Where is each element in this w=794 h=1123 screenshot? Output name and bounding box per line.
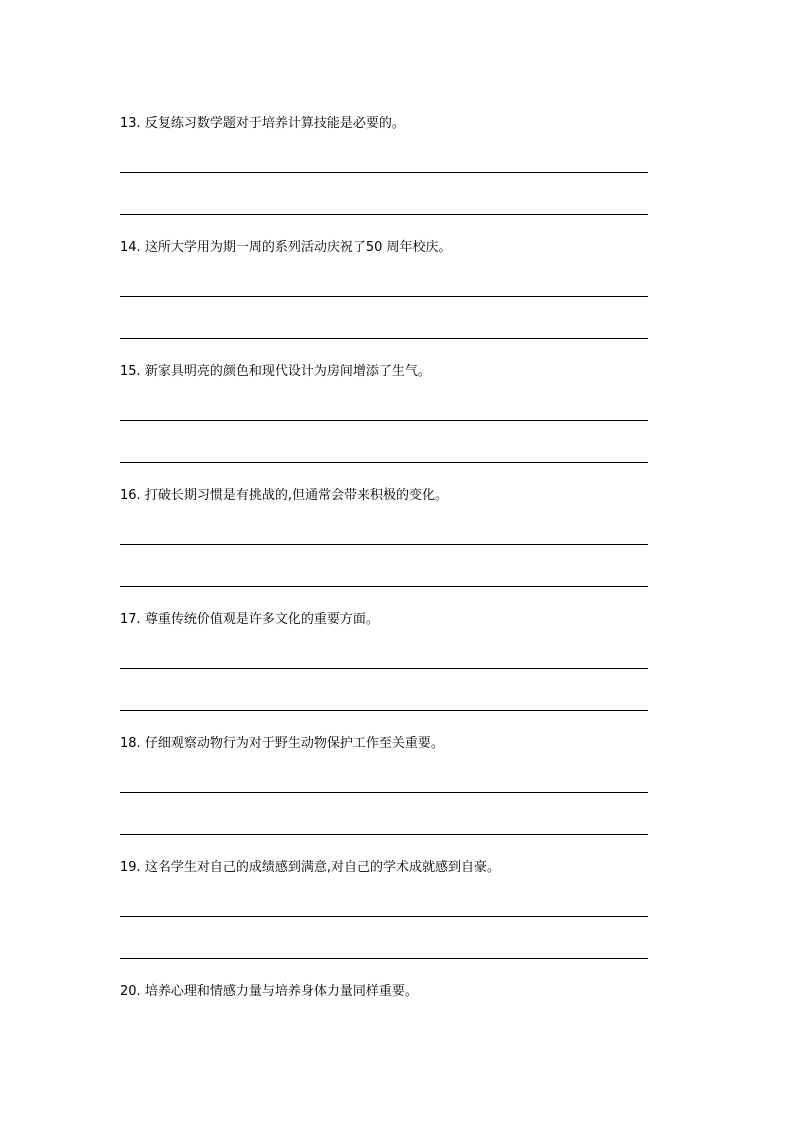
question-body: 尊重传统价值观是许多文化的重要方面。 — [144, 612, 379, 627]
question-number: 15. — [120, 364, 141, 379]
question-number: 19. — [120, 860, 141, 875]
question-item-14 — [120, 236, 648, 360]
answer-line[interactable] — [120, 916, 648, 917]
question-number: 18. — [120, 736, 141, 751]
answer-line[interactable] — [120, 420, 648, 421]
question-item-15 — [120, 360, 648, 484]
answer-line[interactable] — [120, 214, 648, 215]
question-item-16 — [120, 484, 648, 608]
answer-line[interactable] — [120, 338, 648, 339]
question-item-18 — [120, 732, 648, 856]
answer-line[interactable] — [120, 710, 648, 711]
answer-line[interactable] — [120, 296, 648, 297]
question-item-17 — [120, 608, 648, 732]
answer-line[interactable] — [120, 834, 648, 835]
answer-line[interactable] — [120, 958, 648, 959]
question-text — [120, 360, 431, 384]
question-text — [120, 732, 444, 756]
question-text — [120, 112, 405, 136]
question-body: 培养心理和情感力量与培养身体力量同样重要。 — [144, 984, 418, 999]
question-body: 这名学生对自己的成绩感到满意,对自己的学术成就感到自豪。 — [144, 860, 500, 875]
question-number: 20. — [120, 984, 141, 999]
answer-line[interactable] — [120, 462, 648, 463]
question-item-20 — [120, 980, 648, 1104]
answer-line[interactable] — [120, 172, 648, 173]
question-text — [120, 484, 448, 508]
question-item-13 — [120, 112, 648, 236]
question-number: 17. — [120, 612, 141, 627]
question-text — [120, 236, 452, 260]
question-text — [120, 856, 500, 880]
question-item-19 — [120, 856, 648, 980]
question-body: 新家具明亮的颜色和现代设计为房间增添了生气。 — [144, 364, 431, 379]
question-body: 仔细观察动物行为对于野生动物保护工作至关重要。 — [144, 736, 444, 751]
question-number: 16. — [120, 488, 141, 503]
answer-line[interactable] — [120, 792, 648, 793]
question-text — [120, 980, 418, 1004]
question-body: 反复练习数学题对于培养计算技能是必要的。 — [144, 116, 405, 131]
answer-line[interactable] — [120, 586, 648, 587]
question-text — [120, 608, 379, 632]
answer-line[interactable] — [120, 544, 648, 545]
question-body: 这所大学用为期一周的系列活动庆祝了50 周年校庆。 — [144, 240, 452, 255]
answer-line[interactable] — [120, 668, 648, 669]
question-number: 14. — [120, 240, 141, 255]
question-number: 13. — [120, 116, 141, 131]
question-body: 打破长期习惯是有挑战的,但通常会带来积极的变化。 — [144, 488, 448, 503]
